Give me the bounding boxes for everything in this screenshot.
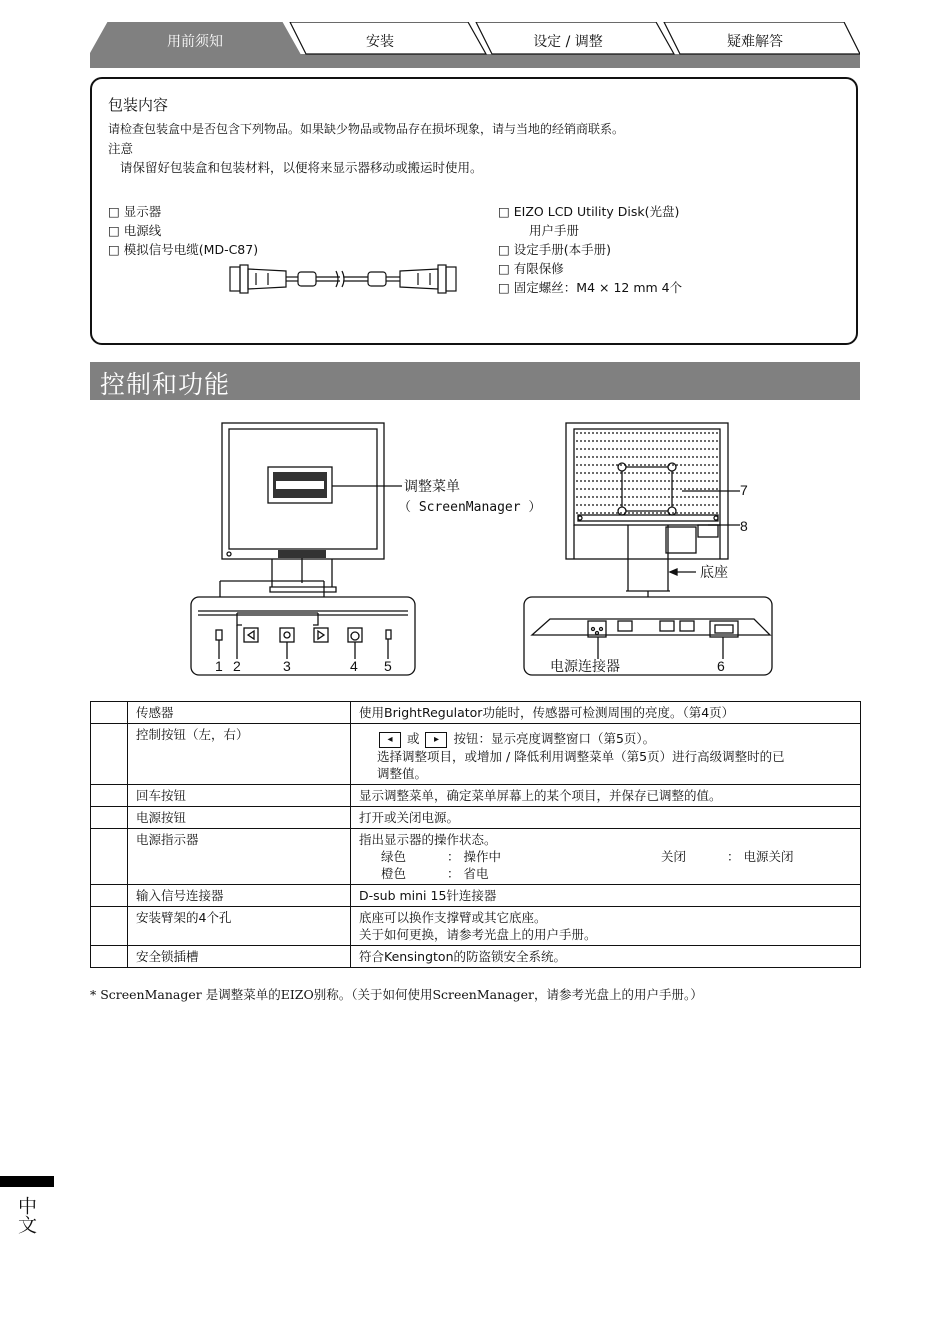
package-contents-box (90, 77, 858, 345)
row-name: 输入信号连接器 (128, 884, 351, 906)
table-row (91, 828, 861, 884)
row-name: 回车按钮 (128, 784, 351, 806)
table-row (91, 884, 861, 906)
menu-label-sub: （ ScreenManager ） (398, 500, 542, 515)
language-marker (0, 1176, 54, 1187)
desc-line: 指出显示器的操作状态。 (359, 831, 497, 847)
power-connector-label: 电源连接器 (550, 658, 620, 674)
menu-label: 调整菜单 (404, 478, 460, 494)
tab-setup[interactable]: 设定 / 调整 (533, 34, 603, 50)
status-orange: 橙色 (381, 865, 407, 881)
desc-line: 选择调整项目，或增加 / 降低利用调整菜单（第5页）进行高级调整时的已 (377, 748, 785, 764)
callout-5: 5 (384, 658, 392, 674)
callout-7: 7 (740, 482, 748, 498)
row-name: 控制按钮（左，右） (128, 724, 351, 785)
right-key-icon: ▸ (425, 732, 447, 748)
status-off: 关闭 (661, 848, 687, 864)
section-title: 控制和功能 (100, 370, 231, 399)
tab-before-use[interactable]: 用前须知 (167, 34, 223, 50)
row-desc: 显示调整菜单，确定菜单屏幕上的某个项目，并保存已调整的值。 (351, 784, 861, 806)
row-name: 电源按钮 (128, 806, 351, 828)
status-green-desc: ： 操作中 (447, 848, 501, 864)
signal-cable-illustration (228, 263, 460, 297)
table-row (91, 945, 861, 967)
row-name: 安全锁插槽 (128, 945, 351, 967)
callout-4: 4 (350, 658, 358, 674)
status-off-desc: ： 电源关闭 (727, 848, 794, 864)
callout-8: 8 (740, 518, 748, 534)
item-power-cord: □ 电源线 (108, 223, 162, 238)
package-title: 包装内容 (108, 96, 169, 114)
key-desc: 按钮：显示亮度调整窗口（第5页）。 (453, 731, 656, 746)
desc-line: 调整值。 (377, 765, 428, 781)
row-desc: 打开或关闭电源。 (351, 806, 861, 828)
item-monitor: □ 显示器 (108, 204, 162, 219)
callout-6: 6 (717, 658, 725, 674)
item-user-manual: 用户手册 (529, 223, 580, 238)
stand-label: 底座 (700, 564, 728, 580)
functions-table (90, 701, 861, 968)
row-name: 传感器 (128, 702, 351, 724)
package-intro: 请检查包装盒中是否包含下列物品。如果缺少物品或物品存在损坏现象，请与当地的经销商联系。 (108, 122, 625, 136)
callout-3: 3 (283, 658, 291, 674)
row-name: 电源指示器 (128, 828, 351, 884)
item-warranty: □ 有限保修 (498, 261, 564, 276)
section-header (90, 362, 860, 400)
callout-1: 1 (215, 658, 223, 674)
tab-troubleshooting[interactable]: 疑难解答 (727, 34, 783, 50)
row-desc (351, 828, 861, 884)
row-name: 安装臂架的4个孔 (128, 906, 351, 945)
table-row (91, 806, 861, 828)
item-utility-disk: □ EIZO LCD Utility Disk(光盘) (498, 204, 680, 219)
left-key-icon: ◂ (379, 732, 401, 748)
desc-line: 关于如何更换，请参考光盘上的用户手册。 (359, 926, 597, 942)
row-desc (351, 906, 861, 945)
note-text: 请保留好包装盒和包装材料，以便将来显示器移动或搬运时使用。 (120, 160, 483, 175)
row-desc (351, 724, 861, 785)
row-desc: D-sub mini 15针连接器 (351, 884, 861, 906)
footnote: * ScreenManager 是调整菜单的EIZO别称。（关于如何使用ScreenManager，请参考光盘上的用户手册。） (90, 987, 703, 1002)
item-setup-manual: □ 设定手册(本手册) (498, 242, 612, 257)
language-tab: 中文 (15, 1196, 37, 1234)
note-title: 注意 (108, 141, 134, 156)
tab-install[interactable]: 安装 (366, 34, 394, 50)
table-row (91, 724, 861, 785)
table-row (91, 784, 861, 806)
item-signal-cable: □ 模拟信号电缆(MD-C87) (108, 242, 259, 257)
table-row (91, 702, 861, 724)
or-text: 或 (406, 731, 420, 746)
status-green: 绿色 (381, 848, 407, 864)
status-orange-desc: ： 省电 (447, 865, 489, 881)
row-desc: 符合Kensington的防盗锁安全系统。 (351, 945, 861, 967)
nav-tabs (90, 22, 860, 68)
row-desc: 使用BrightRegulator功能时，传感器可检测周围的亮度。（第4页） (351, 702, 861, 724)
controls-diagram (180, 415, 800, 685)
desc-line: 底座可以换作支撑臂或其它底座。 (359, 909, 547, 925)
callout-2: 2 (233, 658, 241, 674)
table-row (91, 906, 861, 945)
item-screws: □ 固定螺丝：M4 × 12 mm 4个 (498, 280, 683, 295)
